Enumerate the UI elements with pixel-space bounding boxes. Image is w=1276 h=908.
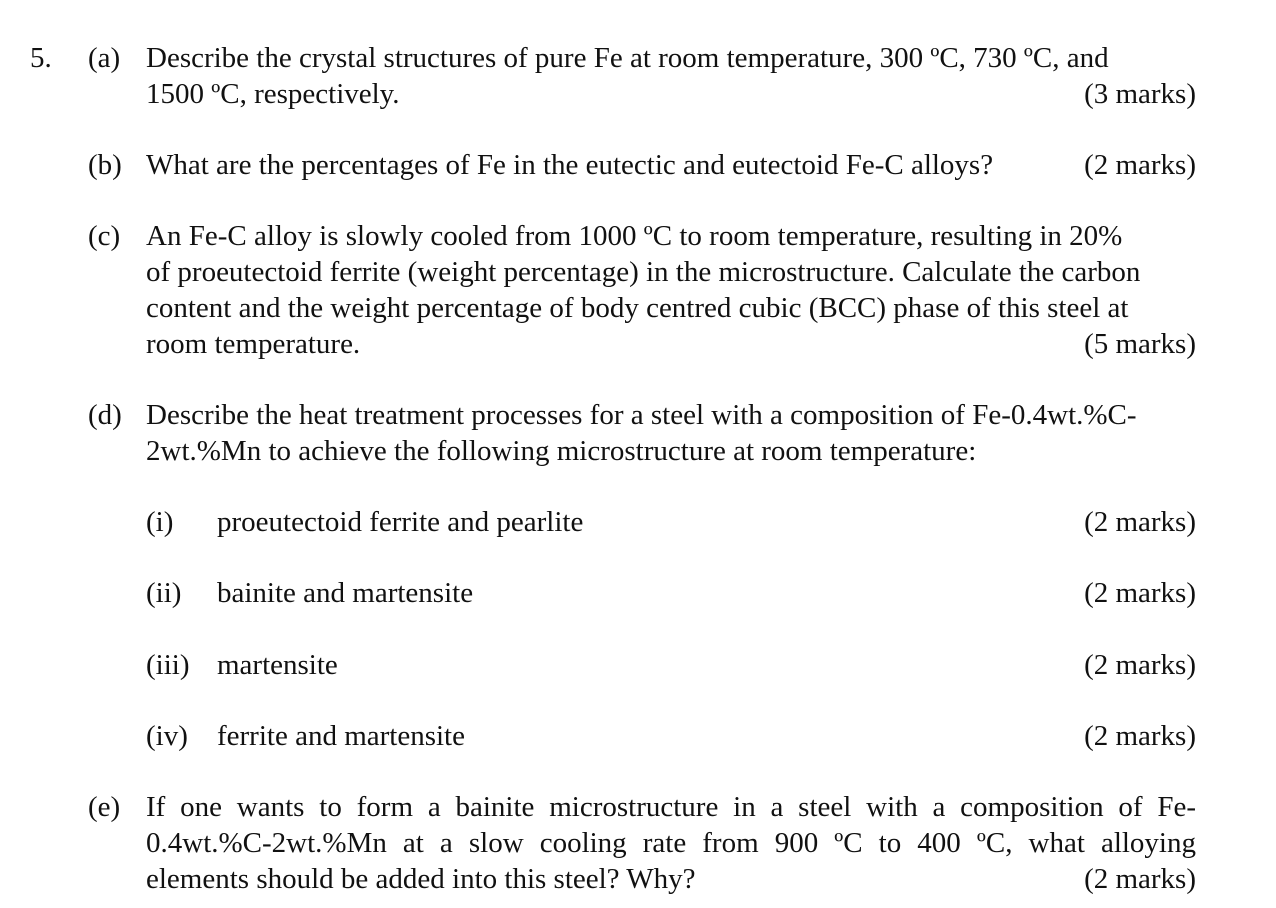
subpart-i [146,504,1196,540]
subpart-i-marks: (2 marks) [1084,506,1196,538]
part-a-line-1: Describe the crystal structures of pure Fe at room temperature, 300 ºC, 730 ºC, and [146,42,1109,74]
subpart-ii-marks: (2 marks) [1084,577,1196,609]
part-b-label: (b) [88,149,122,181]
part-a-body [146,40,1196,112]
part-d-line-1: Describe the heat treatment processes for a steel with a composition of Fe-0.4wt.%C- [146,399,1137,431]
part-b-marks: (2 marks) [1084,149,1196,181]
subpart-iii [146,647,1196,683]
part-c-body [146,218,1196,362]
part-d-body [146,397,1196,469]
subpart-iii-text: martensite [217,649,338,681]
part-a-label: (a) [88,42,121,74]
part-d-label: (d) [88,399,122,431]
subpart-i-text: proeutectoid ferrite and pearlite [217,506,584,538]
part-d-line-2: 2wt.%Mn to achieve the following microstructure at room temperature: [146,435,977,467]
part-c-line-1: An Fe-C alloy is slowly cooled from 1000 ºC to room temperature, resulting in 20% [146,220,1123,252]
part-b-text: What are the percentages of Fe in the eutectic and eutectoid Fe-C alloys? [146,149,994,181]
part-c-marks: (5 marks) [1084,328,1196,360]
subpart-iv-marks: (2 marks) [1084,720,1196,752]
part-e-label: (e) [88,791,121,823]
part-e-line-1: If one wants to form a bainite microstructure in a steel with a composition of Fe- [146,791,1196,823]
subpart-i-label: (i) [146,506,174,538]
part-c-line-4: room temperature. [146,328,361,360]
part-e-line-3: elements should be added into this steel? Why? [146,863,696,895]
part-c-line-2: of proeutectoid ferrite (weight percentage) in the microstructure. Calculate the carbon [146,256,1141,288]
subpart-iv [146,718,1196,754]
part-a-line-2: 1500 ºC, respectively. [146,78,400,110]
part-c-label: (c) [88,220,121,252]
part-e-marks: (2 marks) [1084,863,1196,895]
part-b-line [146,147,1196,183]
question-number: 5. [30,42,52,74]
subpart-ii-text: bainite and martensite [217,577,474,609]
part-c-line-3: content and the weight percentage of body centred cubic (BCC) phase of this steel at [146,292,1129,324]
part-a-last-line [146,76,1196,112]
subpart-iv-label: (iv) [146,720,188,752]
subpart-iii-label: (iii) [146,649,190,681]
subpart-ii [146,575,1196,611]
part-e-line-2: 0.4wt.%C-2wt.%Mn at a slow cooling rate from 900 ºC to 400 ºC, what alloying [146,827,1196,859]
part-a-marks: (3 marks) [1084,78,1196,110]
subpart-iii-marks: (2 marks) [1084,649,1196,681]
part-e-last-line [146,861,1196,897]
subpart-ii-label: (ii) [146,577,182,609]
part-b-body [146,147,1196,183]
part-c-last-line [146,326,1196,362]
subpart-iv-text: ferrite and martensite [217,720,465,752]
part-e-body [146,789,1196,897]
